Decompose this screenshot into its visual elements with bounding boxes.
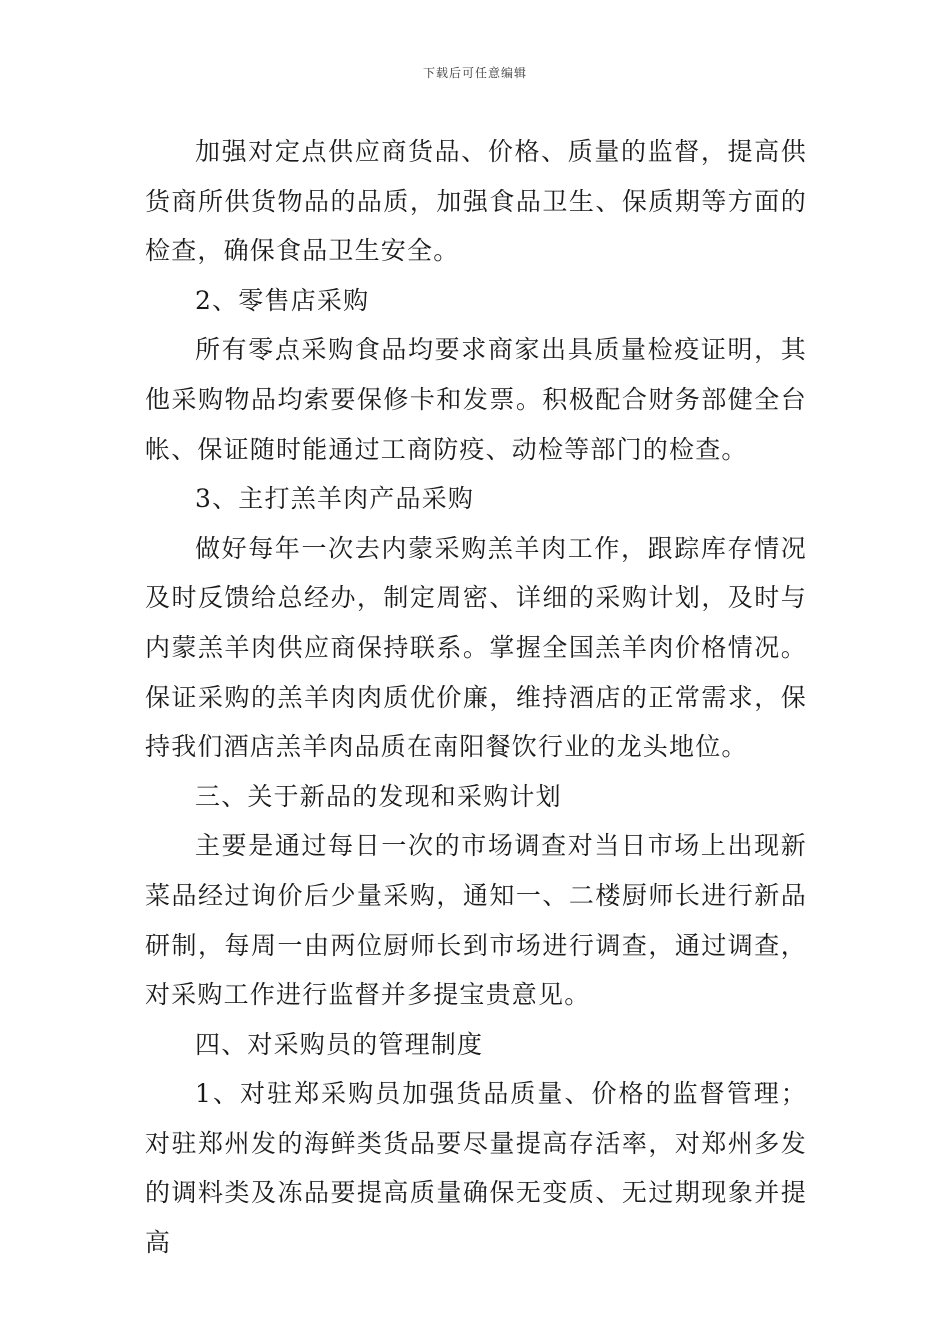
- paragraph-supplier-supervision: 加强对定点供应商货品、价格、质量的监督，提高供货商所供货物品的品质，加强食品卫生、保质期等方面的检查，确保食品卫生安全。: [145, 137, 807, 266]
- paragraph-lamb-purchasing: 做好每年一次去内蒙采购羔羊肉工作，跟踪库存情况及时反馈给总经办，制定周密、详细的采购计划，及时与内蒙羔羊肉供应商保持联系。掌握全国羔羊肉价格情况。保证采购的羔羊肉肉质优价廉，维持酒店的正常需求，保持我们酒店羔羊肉品质在南阳餐饮行业的龙头地位。: [145, 533, 807, 762]
- heading-lamb-purchasing: 3、主打羔羊肉产品采购: [195, 484, 475, 514]
- page-header: 下载后可任意编辑: [422, 66, 527, 80]
- document-body: [145, 127, 807, 1268]
- paragraph-buyer-management: 1、对驻郑采购员加强货品质量、价格的监督管理；对驻郑州发的海鲜类货品要尽量提高存活率，对郑州多发的调料类及冻品要提高质量确保无变质、无过期现象并提高: [145, 1079, 807, 1258]
- heading-buyer-management: 四、对采购员的管理制度: [195, 1029, 484, 1059]
- heading-retail-purchasing: 2、零售店采购: [195, 285, 370, 315]
- heading-new-products: 三、关于新品的发现和采购计划: [195, 781, 562, 811]
- paragraph-retail-purchasing: 所有零点采购食品均要求商家出具质量检疫证明，其他采购物品均索要保修卡和发票。积极配合财务部健全台帐、保证随时能通过工商防疫、动检等部门的检查。: [145, 335, 807, 464]
- paragraph-new-products: 主要是通过每日一次的市场调查对当日市场上出现新菜品经过询价后少量采购，通知一、二楼厨师长进行新品研制，每周一由两位厨师长到市场进行调查，通过调查，对采购工作进行监督并多提宝贵意见。: [145, 831, 807, 1010]
